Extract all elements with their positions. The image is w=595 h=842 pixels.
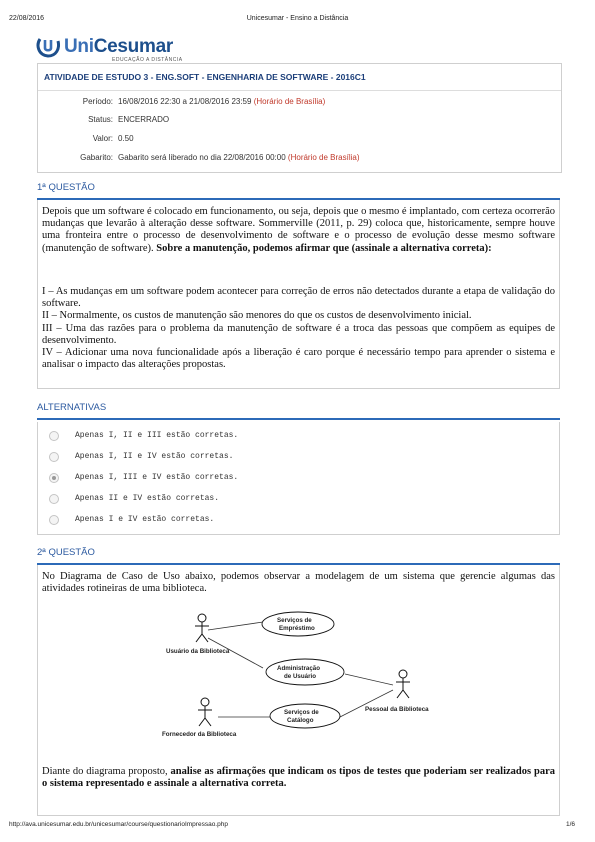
question-2-heading: 2ª QUESTÃO xyxy=(37,547,95,558)
print-url: http://ava.unicesumar.edu.br/unicesumar/course/questionarioImpressao.php xyxy=(9,821,228,828)
question-1-statement: Depois que um software é colocado em funcionamento, ou seja, depois que o mesmo é implantado, com certeza ocorrerão mudanças que levarão à alteração desse software. Sommerville (2011, p. 29) coloca que, historicamente, sempre houve uma fronteira entre o processo de desenvolvimento de software e o processo de evolução desse mesmo software (manutenção de software). Sobre a manutenção, podemos afirmar que (assinale a alternativa correta): xyxy=(42,206,555,254)
periodo-row xyxy=(38,97,561,109)
page-number: 1/6 xyxy=(565,821,575,828)
valor-value: 0.50 xyxy=(118,134,134,143)
statement-iv: IV – Adicionar uma nova funcionalidade após a liberação é caro porque é necessário tempo para aprender o sistema e analisar o impacto das alterações propostas. xyxy=(42,347,555,371)
use-case-administracao-label: de Usuário xyxy=(284,673,316,680)
alternative-label: Apenas II e IV estão corretas. xyxy=(75,494,220,503)
use-case-emprestimo-label: Serviços de xyxy=(277,617,312,624)
radio-button[interactable] xyxy=(49,431,59,441)
statement-iii: III – Uma das razões para o problema da manutenção de software é a troca das pessoas que compõem as equipes de desenvolvimento. xyxy=(42,322,555,346)
status-value: ENCERRADO xyxy=(118,115,170,124)
use-case-diagram xyxy=(160,610,450,740)
status-label: Status: xyxy=(88,115,113,124)
valor-label: Valor: xyxy=(92,134,113,143)
radio-button-selected[interactable] xyxy=(49,473,59,483)
use-case-catalogo xyxy=(270,704,340,728)
question-2-instruction: Diante do diagrama proposto, analise as afirmações que indicam os tipos de testes que poderiam ser realizados para o sistema representado e assinale a alternativa correta. xyxy=(42,766,555,790)
unicesumar-logo xyxy=(36,35,196,63)
actor-fornecedor-label: Fornecedor da Biblioteca xyxy=(162,731,237,738)
actor-pessoal-icon xyxy=(396,670,410,698)
statement-i: I – As mudanças em um software podem acontecer para correção de erros não detectados durante a etapa de validação do software. xyxy=(42,286,555,310)
alternative-label: Apenas I, III e IV estão corretas. xyxy=(75,473,239,482)
actor-usuario-icon xyxy=(195,614,209,642)
actor-pessoal-label: Pessoal da Biblioteca xyxy=(365,706,429,713)
question-1-items xyxy=(42,286,555,371)
use-case-catalogo-label: Serviços de xyxy=(284,709,319,716)
divider xyxy=(38,90,561,91)
activity-title: ATIVIDADE DE ESTUDO 3 - ENG.SOFT - ENGENHARIA DE SOFTWARE - 2016C1 xyxy=(44,72,366,82)
actor-usuario-label: Usuário da Biblioteca xyxy=(166,648,230,655)
print-page-title: Unicesumar - Ensino a Distância xyxy=(246,15,349,22)
print-date: 22/08/2016 xyxy=(9,15,45,22)
actor-fornecedor-icon xyxy=(198,698,212,726)
alternatives-heading: ALTERNATIVAS xyxy=(37,402,107,413)
statement-ii: II – Normalmente, os custos de manutenção são menores do que os custos de desenvolvimento inicial. xyxy=(42,310,472,322)
alternative-label: Apenas I e IV estão corretas. xyxy=(75,515,215,524)
alternative-label: Apenas I, II e IV estão corretas. xyxy=(75,452,234,461)
logo-mark-icon xyxy=(36,35,60,59)
status-row xyxy=(38,115,561,127)
use-case-emprestimo-label: Empréstimo xyxy=(279,625,315,632)
logo-wordmark: UniCesumar xyxy=(64,36,173,57)
periodo-label: Período: xyxy=(82,97,113,106)
logo-tagline: EDUCAÇÃO A DISTÂNCIA xyxy=(112,57,183,63)
use-case-catalogo-label: Catálogo xyxy=(287,717,314,724)
radio-button[interactable] xyxy=(49,452,59,462)
use-case-emprestimo xyxy=(262,612,334,636)
question-1-box xyxy=(37,200,560,389)
use-case-administracao-label: Administração xyxy=(277,665,320,672)
gabarito-value: Gabarito será liberado no dia 22/08/2016 00:00 (Horário de Brasília) xyxy=(118,153,360,162)
radio-button[interactable] xyxy=(49,494,59,504)
alternative-label: Apenas I, II e III estão corretas. xyxy=(75,431,239,440)
periodo-value: 16/08/2016 22:30 a 21/08/2016 23:59 (Horário de Brasília) xyxy=(118,97,326,106)
radio-button[interactable] xyxy=(49,515,59,525)
gabarito-label: Gabarito: xyxy=(80,153,113,162)
use-case-administracao xyxy=(266,659,344,685)
activity-info-panel xyxy=(37,63,562,173)
valor-row xyxy=(38,134,561,146)
alternatives-box xyxy=(37,422,560,535)
question-2-statement: No Diagrama de Caso de Uso abaixo, podemos observar a modelagem de um sistema que gerencie algumas das atividades rotineiras de uma biblioteca. xyxy=(42,571,555,595)
question-1-heading: 1ª QUESTÃO xyxy=(37,182,95,193)
gabarito-row xyxy=(38,153,561,165)
alternatives-rule xyxy=(37,418,560,420)
